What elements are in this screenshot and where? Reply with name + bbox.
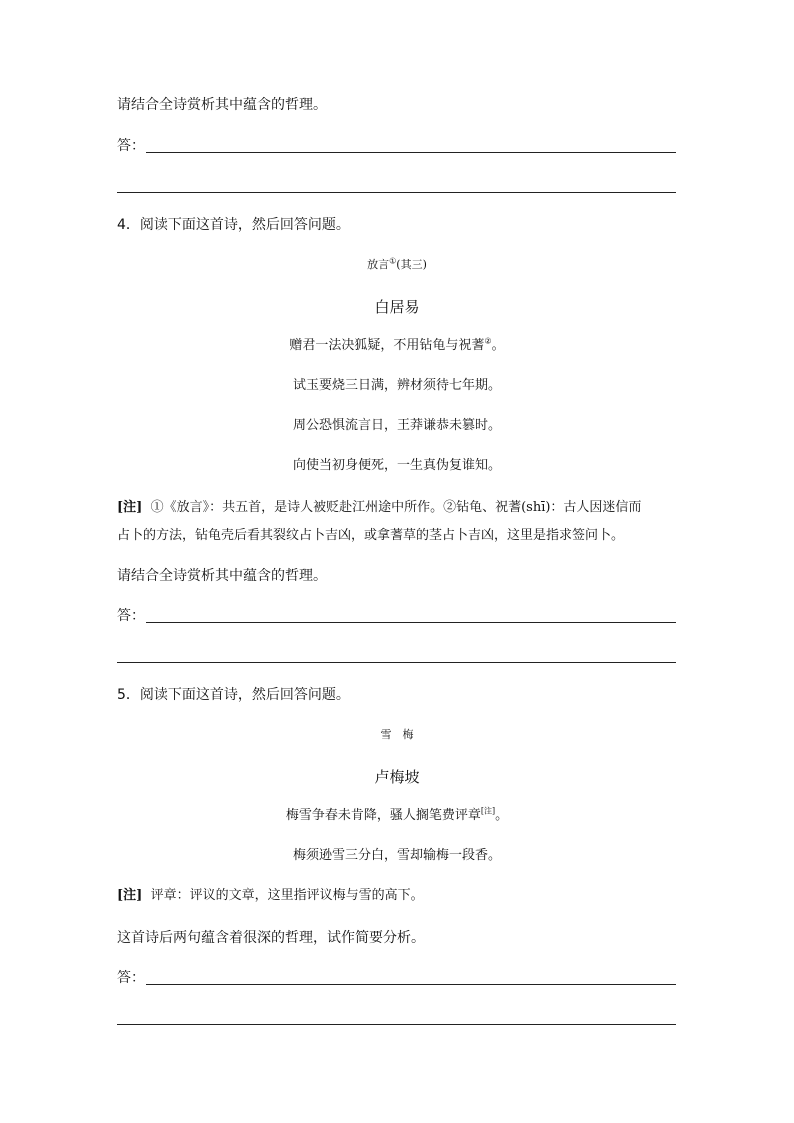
q3-answer-line-2[interactable] bbox=[117, 192, 676, 193]
q4-poem-title-text: 放言 bbox=[367, 258, 390, 271]
q4-author: 白居易 bbox=[374, 298, 420, 316]
q4-answer-label: 答： bbox=[117, 608, 145, 624]
q5-answer-label: 答： bbox=[117, 970, 145, 986]
q4-poem-line-3: 周公恐惧流言日，王莽谦恭未篡时。 bbox=[292, 418, 501, 433]
q5-poem-line-1-end: 。 bbox=[495, 808, 509, 823]
q4-poem-line-1 bbox=[0, 336, 794, 356]
q5-number: 5． bbox=[117, 687, 140, 703]
q5-poem-line-1-text: 梅雪争春未肯降，骚人搁笔费评章 bbox=[285, 808, 481, 823]
q5-poem-line-1 bbox=[0, 806, 794, 826]
q4-poem-title bbox=[0, 256, 794, 272]
q4-poem-line-4: 向使当初身便死，一生真伪复谁知。 bbox=[292, 458, 501, 473]
q3-answer-line-1[interactable] bbox=[146, 152, 676, 153]
q5-poem-line-1-note: [注] bbox=[480, 806, 496, 816]
q4-number: 4． bbox=[117, 217, 140, 233]
q5-answer-line-2[interactable] bbox=[117, 1024, 676, 1025]
q4-poem-line-1-end: 。 bbox=[491, 338, 505, 353]
q5-instruction: 阅读下面这首诗，然后回答问题。 bbox=[139, 687, 350, 703]
q4-poem-title-suffix: (其三) bbox=[396, 258, 427, 271]
q5-note-line bbox=[117, 886, 424, 906]
q4-poem-line-1-note: ② bbox=[484, 336, 492, 346]
q5-answer-line-1[interactable] bbox=[146, 984, 676, 985]
q3-prompt: 请结合全诗赏析其中蕴含的哲理。 bbox=[117, 97, 327, 113]
q4-answer-line-2[interactable] bbox=[117, 662, 676, 663]
q4-heading bbox=[117, 215, 350, 235]
q5-author: 卢梅坡 bbox=[374, 768, 420, 786]
q5-note-label: [注] bbox=[117, 888, 143, 903]
q3-answer-label: 答： bbox=[117, 138, 145, 154]
q4-note-label: [注] bbox=[117, 500, 143, 515]
q5-poem-line-2: 梅须逊雪三分白，雪却输梅一段香。 bbox=[292, 848, 501, 863]
q5-poem-title: 雪 梅 bbox=[380, 728, 414, 741]
q5-heading bbox=[117, 685, 350, 705]
q5-prompt: 这首诗后两句蕴含着很深的哲理，试作简要分析。 bbox=[117, 930, 425, 946]
q4-note-line-1 bbox=[117, 498, 641, 518]
q4-poem-title-note: ① bbox=[389, 256, 397, 266]
q4-instruction: 阅读下面这首诗，然后回答问题。 bbox=[139, 217, 350, 233]
q5-note-text: 评章：评议的文章，这里指评议梅与雪的高下。 bbox=[150, 888, 424, 903]
q4-note-text-1: ①《放言》：共五首，是诗人被贬赴江州途中所作。②钻龟、祝蓍(shī)：古人因迷信而 bbox=[150, 500, 642, 515]
q4-poem-line-1-text: 赠君一法决狐疑，不用钻龟与祝蓍 bbox=[289, 338, 485, 353]
q4-answer-line-1[interactable] bbox=[146, 622, 676, 623]
q4-prompt: 请结合全诗赏析其中蕴含的哲理。 bbox=[117, 568, 327, 584]
q4-poem-line-2: 试玉要烧三日满，辨材须待七年期。 bbox=[292, 378, 501, 393]
q4-note-line-2: 占卜的方法，钻龟壳后看其裂纹占卜吉凶，或拿蓍草的茎占卜吉凶，这里是指求签问卜。 bbox=[117, 528, 625, 543]
